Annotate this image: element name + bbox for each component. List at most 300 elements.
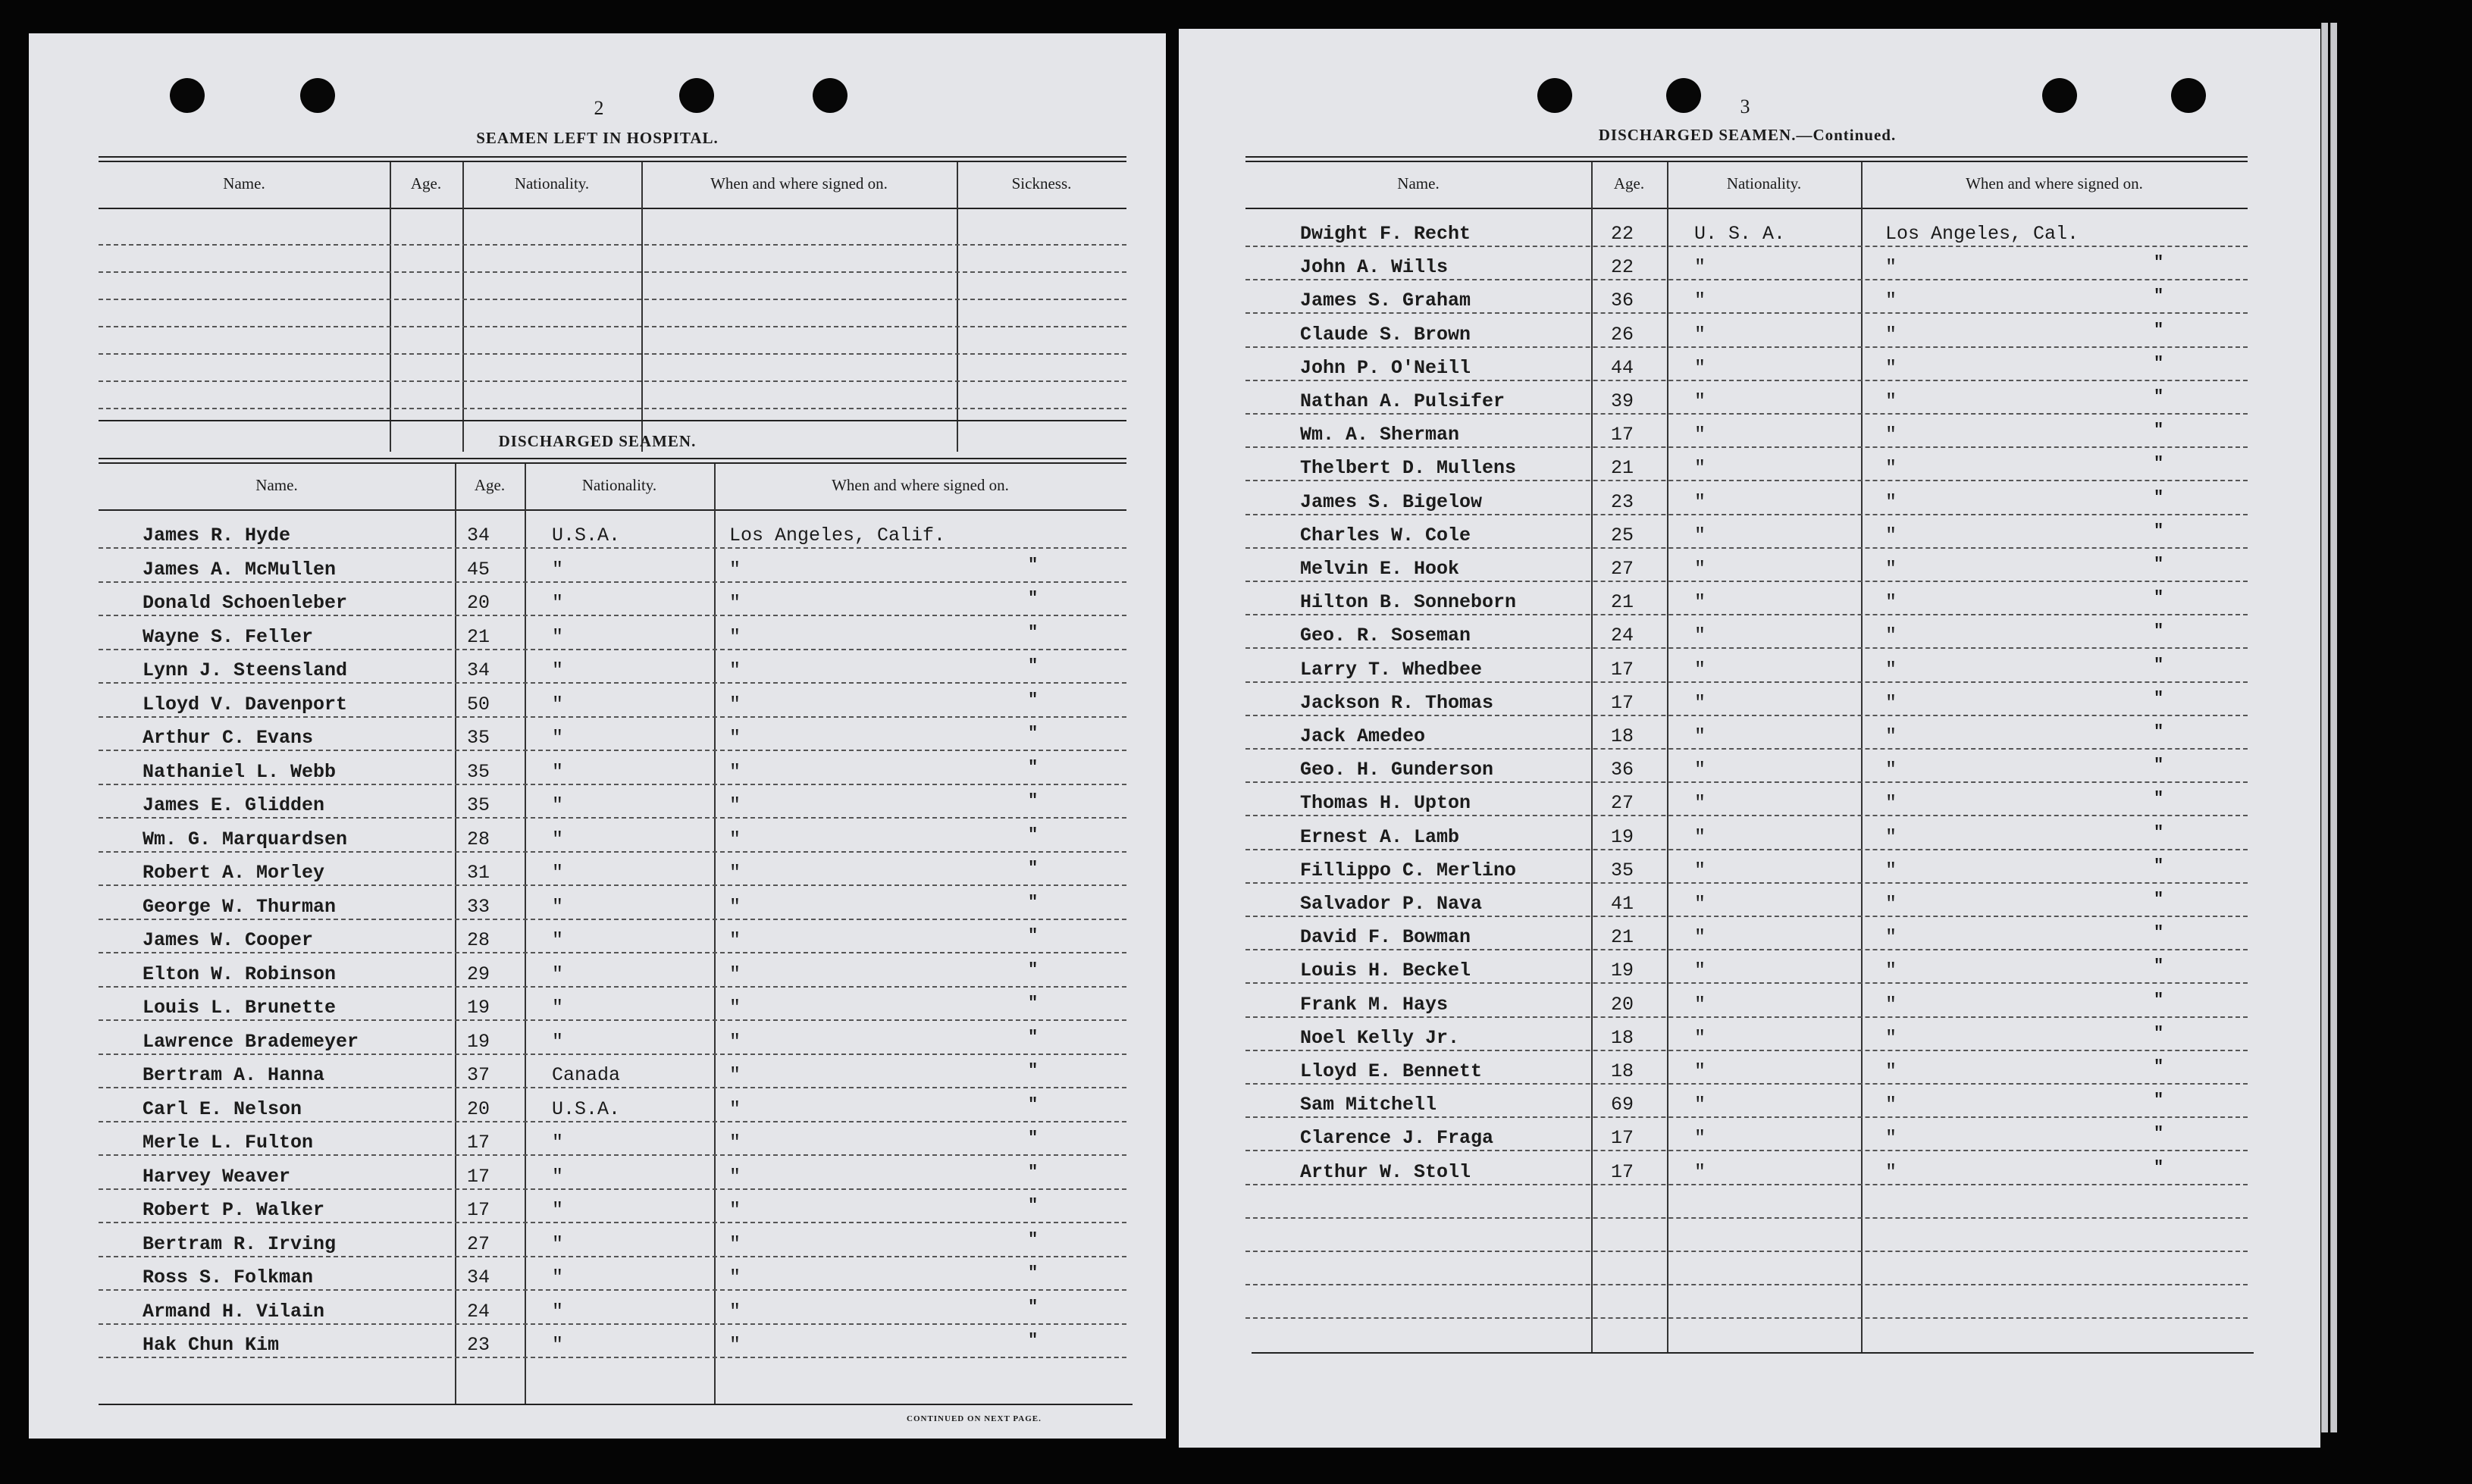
seaman-age: 34 xyxy=(467,1266,490,1288)
seaman-name: Donald Schoenleber xyxy=(143,592,348,614)
ruled-line xyxy=(1245,1050,2248,1051)
ruled-line xyxy=(99,1357,1126,1358)
ditto-mark: " xyxy=(2154,655,2164,675)
seaman-nationality: " xyxy=(1694,256,1706,279)
seaman-age: 33 xyxy=(467,895,490,918)
ruled-line xyxy=(99,1323,1126,1325)
seaman-nationality: Canada xyxy=(552,1064,621,1086)
ditto-mark: " xyxy=(1028,926,1039,945)
ruled-line xyxy=(1245,982,2248,984)
seaman-age: 24 xyxy=(1611,625,1634,647)
seaman-name: Jackson R. Thomas xyxy=(1300,691,1494,714)
ditto-mark: " xyxy=(2154,353,2164,373)
seaman-age: 27 xyxy=(467,1232,490,1255)
seaman-signed-on: " xyxy=(729,828,741,850)
seaman-name: Harvey Weaver xyxy=(143,1165,291,1188)
seaman-signed-on: " xyxy=(1885,490,1897,513)
ruled-line xyxy=(1245,849,2248,850)
ruled-line xyxy=(1245,1016,2248,1018)
seaman-age: 27 xyxy=(1611,558,1634,580)
seaman-name: Claude S. Brown xyxy=(1300,323,1471,346)
seaman-name: Hak Chun Kim xyxy=(143,1334,280,1356)
seaman-signed-on: " xyxy=(729,1097,741,1120)
seaman-name: Geo. H. Gunderson xyxy=(1300,759,1494,781)
ditto-mark: " xyxy=(1028,1297,1039,1317)
seaman-age: 50 xyxy=(467,693,490,715)
left-page xyxy=(29,33,1166,1439)
ruled-line xyxy=(99,919,1126,920)
seaman-signed-on: " xyxy=(729,895,741,918)
seaman-name: Nathan A. Pulsifer xyxy=(1300,390,1505,412)
ruled-line xyxy=(1245,681,2248,683)
seaman-name: Louis L. Brunette xyxy=(143,997,337,1019)
ditto-mark: " xyxy=(1028,656,1039,675)
seaman-age: 39 xyxy=(1611,390,1634,412)
seaman-name: David F. Bowman xyxy=(1300,926,1471,949)
seaman-name: Sam Mitchell xyxy=(1300,1094,1437,1116)
ruled-line xyxy=(1245,246,2248,247)
ruled-line xyxy=(1245,1150,2248,1151)
ditto-mark: " xyxy=(1028,1196,1039,1215)
seaman-age: 41 xyxy=(1611,893,1634,915)
ruled-line xyxy=(99,380,1126,382)
seaman-age: 35 xyxy=(467,760,490,783)
ditto-mark: " xyxy=(2154,956,2164,976)
seaman-age: 19 xyxy=(467,1030,490,1053)
seaman-name: Clarence J. Fraga xyxy=(1300,1127,1494,1150)
column-header: When and where signed on. xyxy=(1966,174,2143,193)
ruled-line xyxy=(1245,1217,2248,1219)
column-header: Name. xyxy=(255,476,298,494)
seaman-signed-on: " xyxy=(729,1165,741,1188)
ruled-line xyxy=(1245,346,2248,348)
ditto-mark: " xyxy=(2154,789,2164,809)
ditto-mark: " xyxy=(2154,521,2164,540)
ruled-line xyxy=(99,1054,1126,1055)
ruled-line xyxy=(99,615,1126,616)
ditto-mark: " xyxy=(1028,1229,1039,1249)
seaman-nationality: " xyxy=(1694,926,1706,949)
seaman-signed-on: " xyxy=(729,592,741,614)
seaman-name: Wayne S. Feller xyxy=(143,625,314,648)
ditto-mark: " xyxy=(2154,1157,2164,1177)
ditto-mark: " xyxy=(2154,1023,2164,1043)
seaman-age: 26 xyxy=(1611,323,1634,346)
seaman-age: 17 xyxy=(1611,658,1634,681)
seaman-nationality: " xyxy=(552,1199,564,1221)
ruled-line xyxy=(1245,614,2248,615)
seaman-nationality: " xyxy=(1694,390,1706,412)
seaman-age: 37 xyxy=(467,1064,490,1086)
punch-hole xyxy=(1666,78,1701,113)
ruled-line xyxy=(99,1188,1126,1190)
seaman-signed-on: " xyxy=(1885,625,1897,647)
column-header: Nationality. xyxy=(581,476,657,494)
ruled-line xyxy=(1245,1251,2248,1252)
seaman-signed-on: Los Angeles, Cal. xyxy=(1885,223,2079,245)
seaman-signed-on: " xyxy=(1885,759,1897,781)
seaman-signed-on: " xyxy=(729,1232,741,1255)
seaman-name: James E. Glidden xyxy=(143,794,325,816)
ruled-line xyxy=(1245,781,2248,783)
seaman-signed-on: " xyxy=(729,727,741,749)
seaman-signed-on: " xyxy=(1885,691,1897,714)
seaman-age: 24 xyxy=(467,1300,490,1323)
seaman-name: Lynn J. Steensland xyxy=(143,659,348,681)
seaman-name: Thomas H. Upton xyxy=(1300,792,1471,815)
column-header: Age. xyxy=(474,476,506,494)
continued-note: CONTINUED ON NEXT PAGE. xyxy=(907,1414,1042,1423)
column-header: Nationality. xyxy=(1726,174,1802,193)
seaman-signed-on: " xyxy=(729,760,741,783)
seaman-age: 27 xyxy=(1611,792,1634,815)
ditto-mark: " xyxy=(2154,923,2164,943)
seaman-nationality: " xyxy=(552,558,564,581)
ditto-mark: " xyxy=(2154,253,2164,273)
seaman-nationality: " xyxy=(1694,893,1706,915)
ruled-line xyxy=(1245,715,2248,716)
seaman-signed-on: " xyxy=(729,1030,741,1053)
ditto-mark: " xyxy=(2154,756,2164,775)
seaman-age: 34 xyxy=(467,524,490,546)
ruled-line xyxy=(99,1121,1126,1122)
ruled-line xyxy=(1245,413,2248,415)
seaman-signed-on: " xyxy=(1885,256,1897,279)
seaman-age: 25 xyxy=(1611,524,1634,546)
seaman-name: Merle L. Fulton xyxy=(143,1132,314,1154)
ditto-mark: " xyxy=(1028,1263,1039,1282)
seaman-name: Larry T. Whedbee xyxy=(1300,658,1483,681)
ruled-line xyxy=(99,271,1126,273)
ruled-line xyxy=(1245,1116,2248,1118)
ditto-mark: " xyxy=(1028,791,1039,810)
ditto-mark: " xyxy=(2154,555,2164,574)
ruled-line xyxy=(1245,949,2248,950)
seaman-name: Robert P. Walker xyxy=(143,1199,325,1221)
ruled-line xyxy=(1245,547,2248,549)
ditto-mark: " xyxy=(1028,1129,1039,1147)
table-rule xyxy=(1245,208,2248,209)
column-header: Age. xyxy=(410,174,442,193)
seaman-nationality: U.S.A. xyxy=(552,524,621,546)
punch-hole xyxy=(2171,78,2206,113)
seaman-age: 17 xyxy=(467,1132,490,1154)
ruled-line xyxy=(99,299,1126,300)
seaman-nationality: " xyxy=(1694,290,1706,312)
seaman-nationality: " xyxy=(1694,759,1706,781)
ditto-mark: " xyxy=(1028,690,1039,709)
seaman-nationality: " xyxy=(552,1334,564,1356)
seaman-signed-on: " xyxy=(1885,457,1897,480)
column-header: When and where signed on. xyxy=(832,476,1009,494)
seaman-nationality: " xyxy=(1694,558,1706,580)
seaman-age: 17 xyxy=(1611,691,1634,714)
ruled-line xyxy=(1245,380,2248,381)
ditto-mark: " xyxy=(2154,320,2164,340)
seaman-age: 20 xyxy=(1611,993,1634,1016)
seaman-signed-on: " xyxy=(1885,1160,1897,1183)
ruled-line xyxy=(1245,581,2248,582)
seaman-nationality: " xyxy=(1694,356,1706,379)
column-header: When and where signed on. xyxy=(710,174,888,193)
seaman-name: John A. Wills xyxy=(1300,256,1449,279)
seaman-nationality: " xyxy=(1694,960,1706,982)
seaman-age: 22 xyxy=(1611,223,1634,245)
punch-hole xyxy=(679,78,714,113)
ditto-mark: " xyxy=(2154,286,2164,306)
seaman-signed-on: " xyxy=(729,659,741,681)
seaman-nationality: " xyxy=(552,625,564,648)
punch-hole xyxy=(170,78,205,113)
seaman-name: Frank M. Hays xyxy=(1300,993,1449,1016)
column-header: Age. xyxy=(1613,174,1645,193)
ruled-line xyxy=(99,716,1126,718)
table-rule xyxy=(99,458,1126,464)
seaman-signed-on: " xyxy=(729,625,741,648)
seaman-nationality: " xyxy=(552,997,564,1019)
seaman-nationality: " xyxy=(1694,1026,1706,1049)
ditto-mark: " xyxy=(1028,1331,1039,1350)
ditto-mark: " xyxy=(2154,856,2164,875)
seaman-name: Fillippo C. Merlino xyxy=(1300,859,1517,881)
seaman-age: 18 xyxy=(1611,1060,1634,1082)
seaman-nationality: " xyxy=(552,895,564,918)
seaman-signed-on: " xyxy=(1885,859,1897,881)
seaman-nationality: " xyxy=(1694,524,1706,546)
page-edge xyxy=(2321,23,2328,1432)
table-rule xyxy=(1245,156,2248,162)
seaman-age: 69 xyxy=(1611,1094,1634,1116)
ditto-mark: " xyxy=(2154,722,2164,741)
seaman-nationality: " xyxy=(552,1300,564,1323)
seaman-signed-on: " xyxy=(1885,390,1897,412)
table-rule xyxy=(99,1404,1133,1405)
seaman-age: 17 xyxy=(1611,1160,1634,1183)
ruled-line xyxy=(99,581,1126,583)
ditto-mark: " xyxy=(1028,1027,1039,1047)
seaman-signed-on: " xyxy=(1885,1094,1897,1116)
seaman-nationality: " xyxy=(1694,457,1706,480)
column-header: Nationality. xyxy=(514,174,590,193)
hospital-section-title: SEAMEN LEFT IN HOSPITAL. xyxy=(476,129,719,147)
ruled-line xyxy=(99,353,1126,355)
seaman-nationality: " xyxy=(1694,424,1706,446)
seaman-signed-on: " xyxy=(1885,926,1897,949)
seaman-nationality: " xyxy=(1694,1094,1706,1116)
seaman-nationality: " xyxy=(552,929,564,951)
ruled-line xyxy=(1245,514,2248,515)
ditto-mark: " xyxy=(1028,555,1039,575)
seaman-age: 28 xyxy=(467,929,490,951)
discharged-continued-title: DISCHARGED SEAMEN.—Continued. xyxy=(1598,126,1897,144)
seaman-name: Ernest A. Lamb xyxy=(1300,825,1460,848)
ruled-line xyxy=(1245,882,2248,884)
seaman-nationality: " xyxy=(1694,792,1706,815)
ruled-line xyxy=(1245,446,2248,448)
seaman-age: 21 xyxy=(467,625,490,648)
seaman-nationality: " xyxy=(552,828,564,850)
seaman-name: James S. Bigelow xyxy=(1300,490,1483,513)
seaman-signed-on: " xyxy=(1885,893,1897,915)
seaman-signed-on: Los Angeles, Calif. xyxy=(729,524,946,546)
seaman-nationality: " xyxy=(1694,625,1706,647)
seaman-name: Bertram A. Hanna xyxy=(143,1064,325,1086)
ditto-mark: " xyxy=(2154,454,2164,474)
seaman-name: Jack Amedeo xyxy=(1300,725,1426,747)
ruled-line xyxy=(1245,1083,2248,1085)
ruled-line xyxy=(99,1256,1126,1257)
seaman-name: Geo. R. Soseman xyxy=(1300,625,1471,647)
seaman-name: James W. Cooper xyxy=(143,929,314,951)
ditto-mark: " xyxy=(2154,890,2164,909)
seaman-signed-on: " xyxy=(729,1300,741,1323)
seaman-age: 44 xyxy=(1611,356,1634,379)
seaman-signed-on: " xyxy=(1885,1127,1897,1150)
seaman-name: Salvador P. Nava xyxy=(1300,893,1483,915)
ditto-mark: " xyxy=(1028,1162,1039,1182)
seaman-nationality: " xyxy=(552,727,564,749)
seaman-name: James R. Hyde xyxy=(143,524,291,546)
seaman-signed-on: " xyxy=(1885,1026,1897,1049)
seaman-name: Noel Kelly Jr. xyxy=(1300,1026,1460,1049)
seaman-name: Lloyd E. Bennett xyxy=(1300,1060,1483,1082)
seaman-age: 23 xyxy=(1611,490,1634,513)
ruled-line xyxy=(99,986,1126,988)
seaman-name: George W. Thurman xyxy=(143,895,337,918)
ruled-line xyxy=(1245,1184,2248,1185)
seaman-name: Lawrence Brademeyer xyxy=(143,1030,359,1053)
seaman-nationality: " xyxy=(552,693,564,715)
seaman-signed-on: " xyxy=(1885,993,1897,1016)
discharged-section-title: DISCHARGED SEAMEN. xyxy=(498,432,697,450)
seaman-signed-on: " xyxy=(729,997,741,1019)
table-rule xyxy=(99,156,1126,162)
seaman-name: Louis H. Beckel xyxy=(1300,960,1471,982)
seaman-nationality: " xyxy=(552,760,564,783)
seaman-name: James S. Graham xyxy=(1300,290,1471,312)
seaman-nationality: " xyxy=(1694,1160,1706,1183)
column-divider xyxy=(1667,162,1668,1352)
seaman-nationality: " xyxy=(1694,725,1706,747)
seaman-nationality: " xyxy=(552,1266,564,1288)
seaman-signed-on: " xyxy=(1885,424,1897,446)
ditto-mark: " xyxy=(1028,859,1039,878)
table-rule xyxy=(99,509,1126,511)
punch-hole xyxy=(300,78,335,113)
ditto-mark: " xyxy=(1028,1061,1039,1080)
seaman-name: Bertram R. Irving xyxy=(143,1232,337,1255)
ruled-line xyxy=(99,750,1126,751)
seaman-name: John P. O'Neill xyxy=(1300,356,1471,379)
seaman-nationality: " xyxy=(552,1132,564,1154)
ruled-line xyxy=(1245,1284,2248,1285)
seaman-name: Arthur C. Evans xyxy=(143,727,314,749)
seaman-age: 34 xyxy=(467,659,490,681)
seaman-nationality: " xyxy=(552,794,564,816)
ruled-line xyxy=(1245,647,2248,649)
seaman-nationality: " xyxy=(1694,323,1706,346)
seaman-age: 45 xyxy=(467,558,490,581)
ruled-line xyxy=(99,1222,1126,1223)
seaman-signed-on: " xyxy=(729,1334,741,1356)
seaman-age: 35 xyxy=(467,794,490,816)
right-page xyxy=(1179,29,2320,1448)
ditto-mark: " xyxy=(2154,421,2164,440)
seaman-name: Hilton B. Sonneborn xyxy=(1300,591,1517,614)
column-divider xyxy=(1861,162,1863,1352)
ruled-line xyxy=(99,952,1126,953)
seaman-nationality: " xyxy=(1694,1127,1706,1150)
seaman-signed-on: " xyxy=(729,1132,741,1154)
ditto-mark: " xyxy=(2154,621,2164,641)
seaman-name: Elton W. Robinson xyxy=(143,963,337,985)
seaman-nationality: " xyxy=(1694,691,1706,714)
seaman-name: Dwight F. Recht xyxy=(1300,223,1471,245)
seaman-nationality: " xyxy=(1694,591,1706,614)
seaman-age: 23 xyxy=(467,1334,490,1356)
punch-hole xyxy=(1537,78,1572,113)
ruled-line xyxy=(1245,279,2248,280)
seaman-nationality: " xyxy=(1694,993,1706,1016)
seaman-name: Wm. G. Marquardsen xyxy=(143,828,348,850)
seaman-nationality: " xyxy=(552,1232,564,1255)
seaman-signed-on: " xyxy=(1885,1060,1897,1082)
column-header: Name. xyxy=(223,174,265,193)
ruled-line xyxy=(99,784,1126,785)
ruled-line xyxy=(99,1289,1126,1291)
ruled-line xyxy=(99,244,1126,246)
seaman-age: 20 xyxy=(467,1097,490,1120)
table-rule xyxy=(99,208,1126,209)
column-divider xyxy=(455,464,456,1405)
ruled-line xyxy=(99,649,1126,650)
column-divider xyxy=(525,464,526,1405)
seaman-signed-on: " xyxy=(729,693,741,715)
ditto-mark: " xyxy=(1028,892,1039,912)
seaman-name: Nathaniel L. Webb xyxy=(143,760,337,783)
ruled-line xyxy=(99,682,1126,684)
seaman-nationality: " xyxy=(552,963,564,985)
seaman-age: 29 xyxy=(467,963,490,985)
seaman-nationality: " xyxy=(552,1165,564,1188)
ruled-line xyxy=(1245,916,2248,917)
seaman-nationality: " xyxy=(1694,658,1706,681)
seaman-age: 17 xyxy=(467,1199,490,1221)
seaman-signed-on: " xyxy=(1885,960,1897,982)
seaman-age: 18 xyxy=(1611,1026,1634,1049)
seaman-name: Arthur W. Stoll xyxy=(1300,1160,1471,1183)
seaman-age: 36 xyxy=(1611,290,1634,312)
ditto-mark: " xyxy=(1028,825,1039,844)
seaman-age: 20 xyxy=(467,592,490,614)
ditto-mark: " xyxy=(2154,387,2164,406)
seaman-nationality: " xyxy=(1694,490,1706,513)
seaman-signed-on: " xyxy=(729,862,741,884)
seaman-nationality: " xyxy=(552,592,564,614)
seaman-name: Charles W. Cole xyxy=(1300,524,1471,546)
ditto-mark: " xyxy=(2154,990,2164,1010)
seaman-nationality: U. S. A. xyxy=(1694,223,1786,245)
seaman-signed-on: " xyxy=(729,794,741,816)
column-header: Name. xyxy=(1397,174,1440,193)
seaman-age: 35 xyxy=(467,727,490,749)
seaman-signed-on: " xyxy=(1885,825,1897,848)
ditto-mark: " xyxy=(1028,960,1039,979)
seaman-age: 21 xyxy=(1611,926,1634,949)
seaman-age: 19 xyxy=(1611,960,1634,982)
ruled-line xyxy=(99,884,1126,886)
seaman-age: 28 xyxy=(467,828,490,850)
